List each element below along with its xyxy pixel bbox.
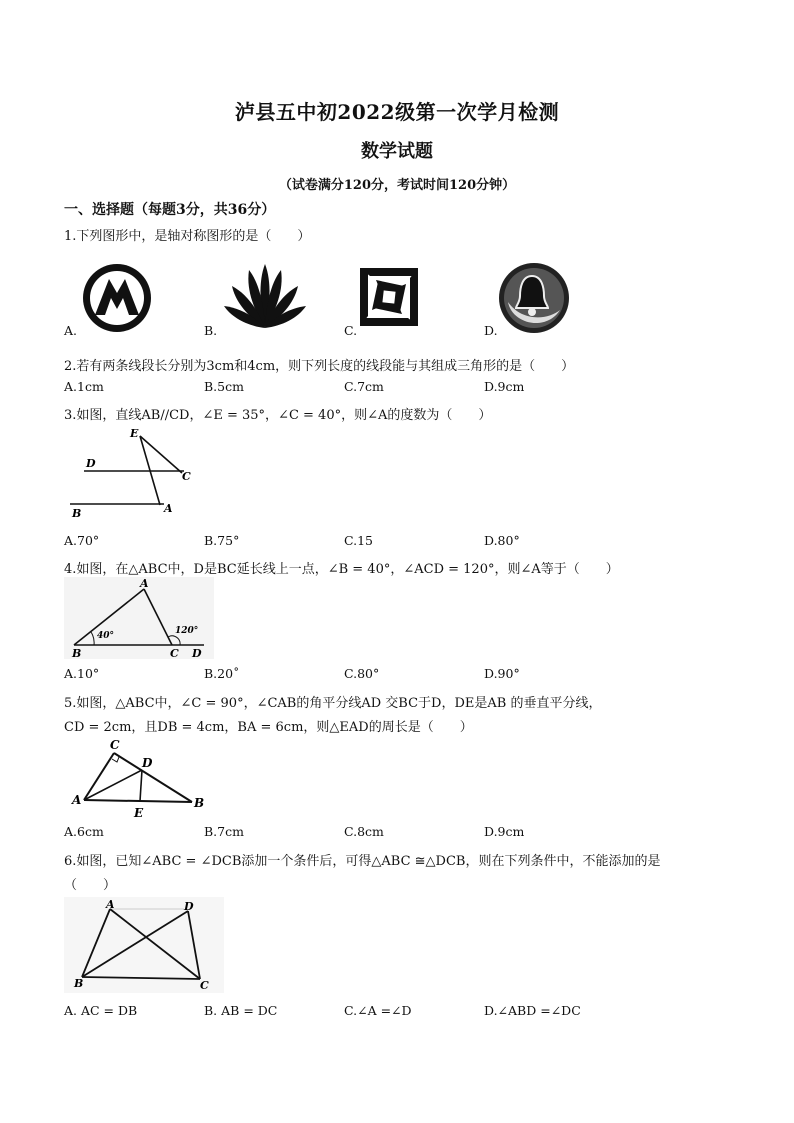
q3-label-a: A bbox=[164, 502, 173, 515]
q2-option-b: B.5cm bbox=[204, 379, 244, 394]
q4-option-b: B.20˚ bbox=[204, 666, 240, 681]
exam-title: 泸县五中初2022级第一次学月检测 bbox=[234, 100, 560, 124]
q3-option-c: C.15 bbox=[344, 533, 373, 548]
q4-label-120: 120° bbox=[175, 626, 199, 636]
q3-option-d: D.80° bbox=[484, 533, 520, 548]
q6-label-b: B bbox=[74, 977, 84, 990]
q1-option-c: C. bbox=[344, 323, 358, 338]
q5-option-c: C.8cm bbox=[344, 824, 384, 839]
q3-option-b: B.75° bbox=[204, 533, 240, 548]
q4-label-40: 40° bbox=[97, 631, 115, 641]
q5-figure bbox=[64, 737, 214, 819]
q5-label-b: B bbox=[194, 796, 205, 810]
q6-option-a: A. AC = DB bbox=[64, 1003, 138, 1018]
q4-option-c: C.80° bbox=[344, 666, 380, 681]
q3-label-c: C bbox=[182, 470, 191, 483]
q5-option-a: A.6cm bbox=[64, 824, 104, 839]
q6-label-d: D bbox=[184, 900, 194, 913]
q5-option-b: B.7cm bbox=[204, 824, 244, 839]
q3-figure bbox=[64, 424, 204, 520]
q5-label-d: D bbox=[142, 756, 153, 770]
q3-label-b: B bbox=[72, 507, 82, 520]
q4-label-d: D bbox=[192, 647, 202, 659]
q1-option-a: A. bbox=[64, 323, 78, 338]
metro-m-logo-icon bbox=[82, 263, 152, 333]
question-6-stem-line-1: 6.如图，已知∠ABC = ∠DCB添加一个条件后，可得△ABC ≅△DCB，则在下列条件中，不能添加的是 bbox=[64, 854, 661, 869]
q3-option-a: A.70° bbox=[64, 533, 100, 548]
q4-figure bbox=[64, 577, 214, 659]
q2-option-a: A.1cm bbox=[64, 379, 104, 394]
question-5-stem-line-2: CD = 2cm，且DB = 4cm，BA = 6cm，则△EAD的周长是（ ） bbox=[64, 720, 473, 735]
q4-option-a: A.10° bbox=[64, 666, 100, 681]
question-3-stem: 3.如图，直线AB//CD，∠E = 35°，∠C = 40°，则∠A的度数为（ ） bbox=[64, 408, 492, 423]
subject-title: 数学试题 bbox=[361, 141, 433, 162]
q2-option-d: D.9cm bbox=[484, 379, 525, 394]
q6-figure bbox=[64, 897, 224, 993]
question-4-stem: 4.如图，在△ABC中，D是BC延长线上一点，∠B = 40°，∠ACD = 120°，则∠A等于（ ） bbox=[64, 562, 619, 577]
exam-note: （试卷满分120分，考试时间120分钟） bbox=[278, 178, 516, 193]
q5-label-c: C bbox=[110, 738, 120, 752]
question-1-stem: 1.下列图形中，是轴对称图形的是（ ） bbox=[64, 229, 311, 244]
question-5-stem-line-1: 5.如图，△ABC中，∠C = 90°，∠CAB的角平分线AD 交BC于D，DE是AB 的垂直平分线， bbox=[64, 696, 602, 711]
q6-option-c: C.∠A =∠D bbox=[344, 1003, 412, 1018]
question-6-stem-line-2: （ ） bbox=[64, 878, 117, 893]
q4-label-b: B bbox=[72, 647, 82, 659]
q4-label-c: C bbox=[170, 647, 179, 659]
q3-label-d: D bbox=[86, 457, 96, 470]
q3-label-e: E bbox=[130, 427, 139, 440]
q4-option-d: D.90° bbox=[484, 666, 520, 681]
q5-label-e: E bbox=[134, 806, 144, 819]
section-heading: 一、选择题（每题3分，共36分） bbox=[64, 202, 276, 218]
q2-option-c: C.7cm bbox=[344, 379, 384, 394]
square-swirl-logo-icon bbox=[358, 266, 420, 328]
q5-label-a: A bbox=[72, 793, 82, 807]
q6-option-d: D.∠ABD =∠DC bbox=[484, 1003, 581, 1018]
q6-label-c: C bbox=[200, 979, 209, 992]
q1-option-b: B. bbox=[204, 323, 218, 338]
q6-option-b: B. AB = DC bbox=[204, 1003, 278, 1018]
q5-option-d: D.9cm bbox=[484, 824, 525, 839]
bell-circle-logo-icon bbox=[498, 262, 570, 334]
question-2-stem: 2.若有两条线段长分别为3cm和4cm，则下列长度的线段能与其组成三角形的是（ ） bbox=[64, 359, 575, 374]
q6-label-a: A bbox=[106, 898, 115, 911]
flower-petal-logo-icon bbox=[222, 262, 308, 330]
q1-option-d: D. bbox=[484, 323, 498, 338]
q4-label-a: A bbox=[140, 577, 149, 590]
